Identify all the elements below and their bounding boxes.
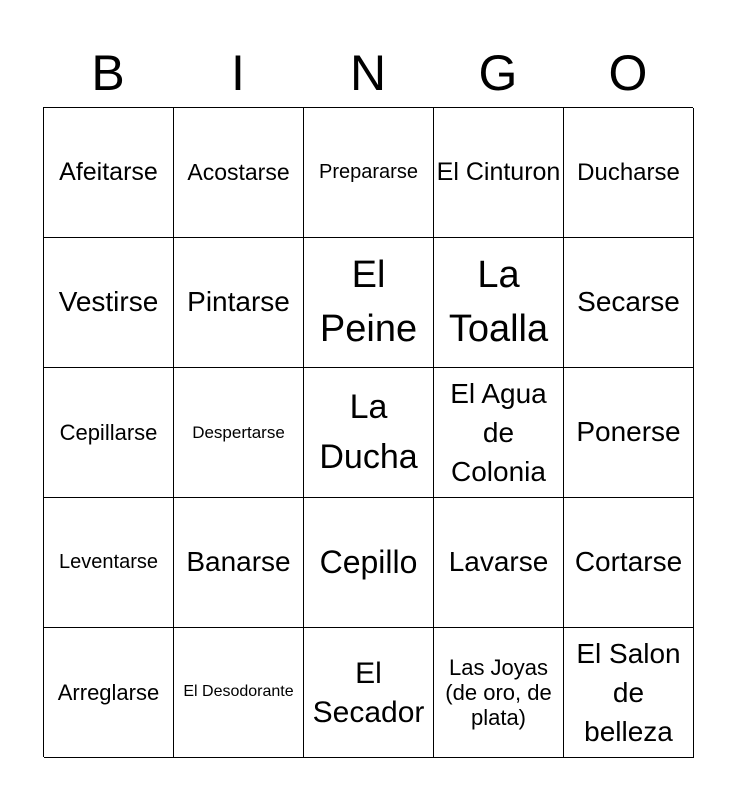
bingo-cell[interactable]: Secarse <box>564 238 694 368</box>
bingo-cell[interactable]: El Agua de Colonia <box>434 368 564 498</box>
bingo-cell[interactable]: La Toalla <box>434 238 564 368</box>
bingo-cell[interactable]: Cepillarse <box>44 368 174 498</box>
header-letter-i: I <box>231 45 245 101</box>
bingo-cell[interactable]: La Ducha <box>304 368 434 498</box>
bingo-cell[interactable]: El Secador <box>304 628 434 758</box>
bingo-cell[interactable]: El Cinturon <box>434 108 564 238</box>
bingo-cell[interactable]: Vestirse <box>44 238 174 368</box>
bingo-board <box>43 107 693 757</box>
bingo-cell[interactable]: Las Joyas (de oro, de plata) <box>434 628 564 758</box>
bingo-cell[interactable]: El Peine <box>304 238 434 368</box>
bingo-header <box>43 40 693 106</box>
header-letter-o: O <box>608 45 648 101</box>
bingo-cell[interactable]: Afeitarse <box>44 108 174 238</box>
header-letter-g: G <box>478 45 518 101</box>
bingo-cell[interactable]: El Desodorante <box>174 628 304 758</box>
bingo-cell[interactable]: Banarse <box>174 498 304 628</box>
bingo-cell[interactable]: Ponerse <box>564 368 694 498</box>
bingo-cell[interactable]: Pintarse <box>174 238 304 368</box>
bingo-cell[interactable]: Arreglarse <box>44 628 174 758</box>
header-letter-b: B <box>91 45 125 101</box>
bingo-cell[interactable]: Acostarse <box>174 108 304 238</box>
bingo-cell[interactable]: Ducharse <box>564 108 694 238</box>
bingo-cell[interactable]: Prepararse <box>304 108 434 238</box>
bingo-cell[interactable]: Leventarse <box>44 498 174 628</box>
bingo-cell[interactable]: Cortarse <box>564 498 694 628</box>
bingo-cell[interactable]: Cepillo <box>304 498 434 628</box>
header-letter-n: N <box>349 45 387 101</box>
bingo-cell[interactable]: Lavarse <box>434 498 564 628</box>
bingo-cell[interactable]: El Salon de belleza <box>564 628 694 758</box>
bingo-cell[interactable]: Despertarse <box>174 368 304 498</box>
